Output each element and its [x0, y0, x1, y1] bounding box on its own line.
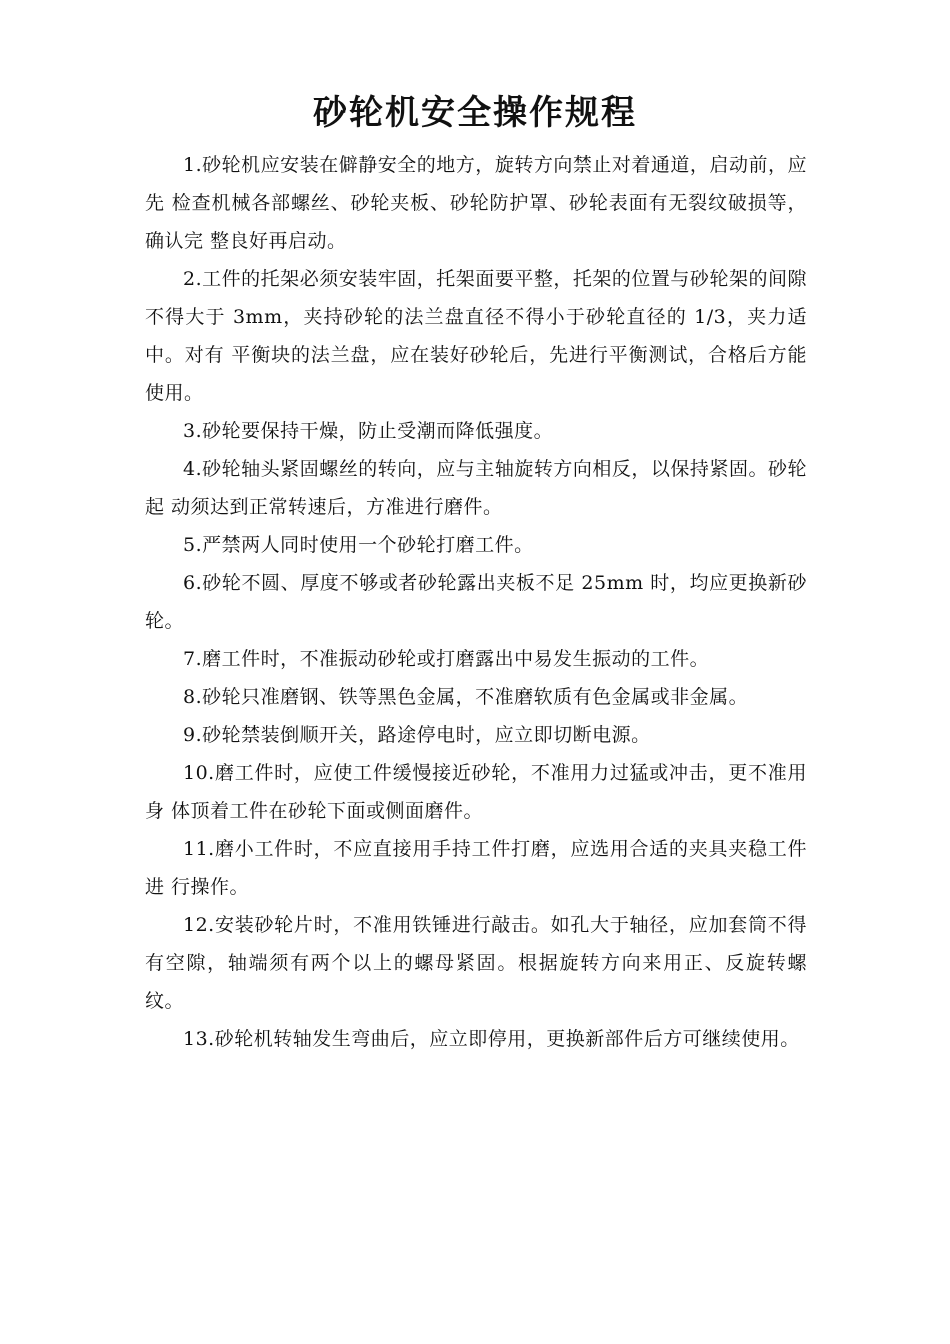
rule-paragraph-12: 12.安装砂轮片时，不准用铁锤进行敲击。如孔大于轴径，应加套筒不得有空隙，轴端须有两个以上的螺母紧固。根据旋转方向来用正、反旋转螺纹。	[145, 914, 807, 1012]
rule-paragraph-8: 8.砂轮只准磨钢、铁等黑色金属，不准磨软质有色金属或非金属。	[183, 686, 749, 708]
rule-paragraph-1: 1.砂轮机应安装在僻静安全的地方，旋转方向禁止对着通道，启动前，应先 检查机械各部螺丝、砂轮夹板、砂轮防护罩、砂轮表面有无裂纹破损等，确认完 整良好再启动。	[145, 154, 807, 252]
document-title: 砂轮机安全操作规程	[313, 93, 637, 133]
rule-paragraph-9: 9.砂轮禁装倒顺开关，路途停电时，应立即切断电源。	[183, 724, 651, 746]
rule-paragraph-3: 3.砂轮要保持干燥，防止受潮而降低强度。	[183, 420, 554, 442]
rule-paragraph-6: 6.砂轮不圆、厚度不够或者砂轮露出夹板不足 25mm 时，均应更换新砂轮。	[145, 572, 807, 632]
rule-paragraph-11: 11.磨小工件时，不应直接用手持工件打磨，应选用合适的夹具夹稳工件进 行操作。	[145, 838, 807, 898]
rule-paragraph-4: 4.砂轮轴头紧固螺丝的转向，应与主轴旋转方向相反，以保持紧固。砂轮起 动须达到正常转速后，方准进行磨件。	[145, 458, 807, 518]
rule-paragraph-13: 13.砂轮机转轴发生弯曲后，应立即停用，更换新部件后方可继续使用。	[183, 1028, 800, 1050]
rule-paragraph-5: 5.严禁两人同时使用一个砂轮打磨工件。	[183, 534, 534, 556]
rule-paragraph-10: 10.磨工件时，应使工件缓慢接近砂轮，不准用力过猛或冲击，更不准用身 体顶着工件在砂轮下面或侧面磨件。	[145, 762, 807, 822]
rule-paragraph-7: 7.磨工件时，不准振动砂轮或打磨露出中易发生振动的工件。	[183, 648, 710, 670]
document-body	[145, 146, 807, 1058]
rule-paragraph-2: 2.工件的托架必须安装牢固，托架面要平整，托架的位置与砂轮架的间隙不得大于 3mm，夹持砂轮的法兰盘直径不得小于砂轮直径的 1/3，夹力适中。对有 平衡块的法兰盘，应在装好砂轮后，先进行平衡测试，合格后方能使用。	[145, 268, 807, 404]
